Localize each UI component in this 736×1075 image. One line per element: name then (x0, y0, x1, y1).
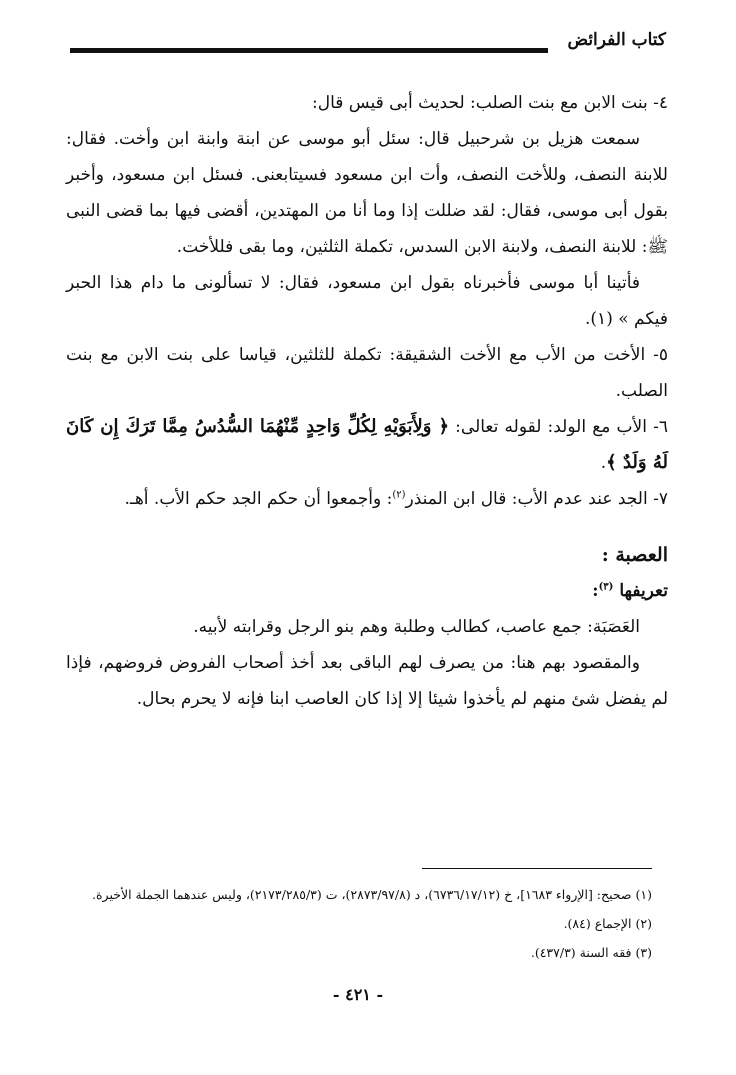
paragraph-7 (66, 481, 668, 517)
header-rule (70, 48, 548, 53)
hadith-paragraph: سمعت هزيل بن شرحبيل قال: سئل أبو موسى عن ابنة وابنة ابن وأخت. فقال: للابنة النصف، وللأخت النصف، وأت ابن مسعود فسيتابعنى. فسئل ابن مسعود، وأخبر بقول أبى موسى، فقال: لقد ضللت إذا وما أنا من المهتدين، أقضى فيها بما قضى النبى ﷺ: للابنة النصف، ولابنة الابن السدس، تكملة الثلثين، وما بقى فللأخت. (66, 129, 668, 257)
page-number: - ٤٢١ - (332, 985, 384, 1004)
footnote-2: (٢) الإجماع (٨٤). (563, 916, 652, 931)
footnote-3: (٣) فقه السنة (٤٣٧/٣). (530, 945, 652, 960)
footnote-ref-2: (٢) (392, 489, 406, 501)
paragraph-5: ٥- الأخت من الأب مع الأخت الشقيقة: تكملة للثلثين، قياسا على بنت الابن مع بنت الصلب. (66, 345, 668, 401)
meaning-paragraph: والمقصود بهم هنا: من يصرف لهم الباقى بعد أخذ أصحاب الفروض فروضهم، فإذا لم يفضل شئ منهم لم يأخذوا شيئا إلا إذا كان العاصب ابنا فإنه لا يحرم بحال. (66, 653, 668, 709)
paragraph-6-lead: ٦- الأب مع الولد: لقوله تعالى: (449, 417, 668, 437)
footnote-ref-3: (٣) (598, 581, 614, 593)
subsection-heading-colon: : (592, 581, 599, 601)
subsection-heading-text: تعريفها (619, 581, 668, 601)
quran-verse: ﴿ وَلِأَبَوَيْهِ لِكُلِّ وَاحِدٍ مِّنْهُمَا السُّدُسُ مِمَّا تَرَكَ إِن كَانَ لَهُ وَلَدٌ ﴾ (66, 416, 668, 473)
paragraph-7-lead: ٧- الجد عند عدم الأب: قال ابن المنذر (405, 489, 668, 509)
subsection-heading (66, 573, 668, 609)
hadith-conclusion: فأتينا أبا موسى فأخبرناه بقول ابن مسعود، فقال: لا تسألونى ما دام هذا الحبر فيكم » (١). (66, 273, 668, 329)
paragraph-6-end: . (600, 453, 607, 473)
footnotes (66, 880, 652, 967)
footnote-separator (422, 868, 652, 869)
paragraph-7-rest: : وأجمعوا أن حكم الجد حكم الأب. أهـ. (124, 489, 393, 509)
definition-paragraph: العَصَبَة: جمع عاصب، كطالب وطلبة وهم بنو الرجل وقرابته لأبيه. (193, 617, 640, 637)
section-heading: العصبة : (601, 544, 668, 566)
paragraph-6 (66, 409, 668, 481)
footnote-1: (١) صحيح: [الإرواء ١٦٨٣]، خ (٦٧٣٦/١٧/١٢)، د (٢٨٧٣/٩٧/٨)، ت (٢١٧٣/٢٨٥/٣)، وليس عندهما الجملة الأخيرة. (92, 887, 652, 902)
running-title: كتاب الفرائض (567, 30, 666, 50)
main-text (66, 85, 668, 717)
page-header (70, 30, 666, 60)
paragraph-4: ٤- بنت الابن مع بنت الصلب: لحديث أبى قيس قال: (311, 93, 668, 113)
